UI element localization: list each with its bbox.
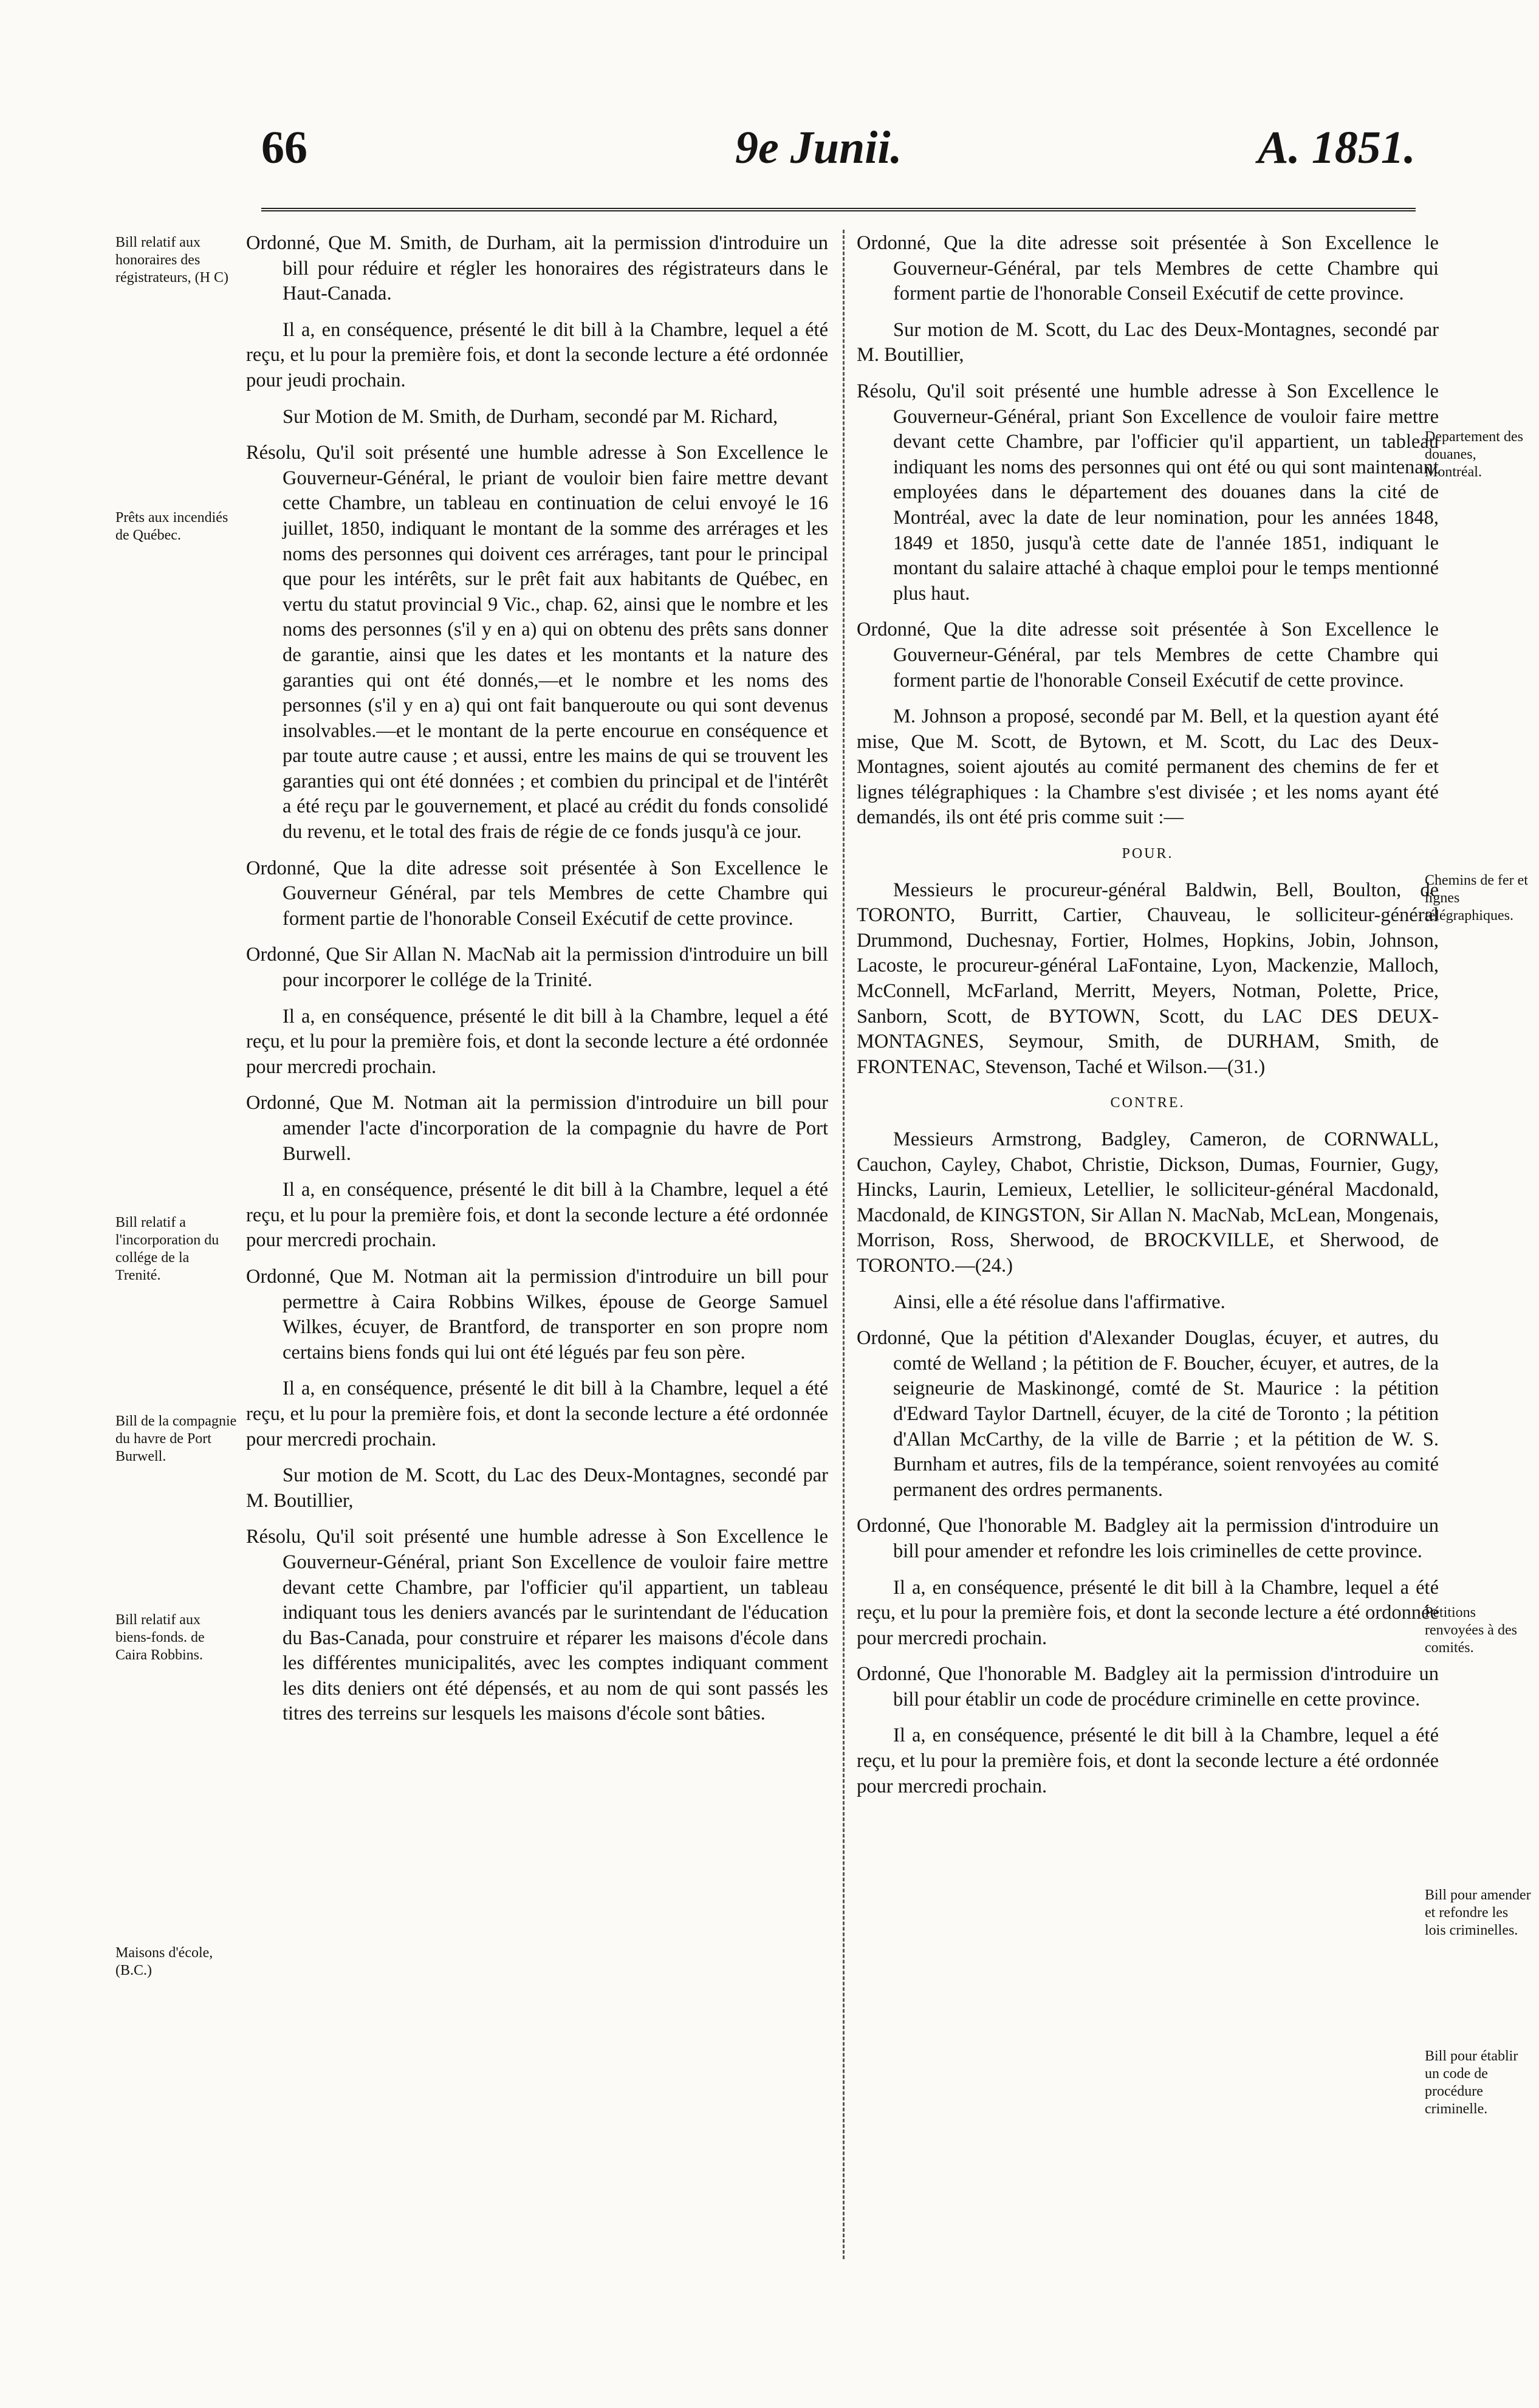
left-column <box>246 231 828 1738</box>
margin-note-criminal-laws: Bill pour amender et refondre les lois criminelles. <box>1425 1887 1531 1938</box>
header-rule <box>261 208 1416 211</box>
right-para-1: Ordonné, Que la dite adresse soit présentée à Son Excellence le Gouverneur-Général, par tels Membres de cette Chambre qui forment partie de l'honorable Conseil Exécutif de cette province. <box>857 232 1439 305</box>
vote-pour-heading: POUR. <box>1122 846 1174 862</box>
left-para-9: Il a, en conséquence, présenté le dit bill à la Chambre, lequel a été reçu, et lu pour la première fois, et dont la seconde lecture a été ordonnée pour mercredi prochain. <box>246 1179 828 1252</box>
left-para-11: Il a, en conséquence, présenté le dit bill à la Chambre, lequel a été reçu, et lu pour la première fois, et dont la seconde lecture a été ordonnée pour mercredi prochain. <box>246 1377 828 1450</box>
margin-note-petitions: Pétitions renvoyées à des comités. <box>1425 1605 1517 1656</box>
right-para-4: Ordonné, Que la dite adresse soit présentée à Son Excellence le Gouverneur-Général, par tels Membres de cette Chambre qui forment partie de l'honorable Conseil Exécutif de cette province. <box>857 619 1439 691</box>
margin-note-criminal-procedure: Bill pour établir un code de procédure criminelle. <box>1425 2048 1518 2117</box>
right-para-5: M. Johnson a proposé, secondé par M. Bell, et la question ayant été mise, Que M. Scott, de Bytown, et M. Scott, du Lac des Deux-Montagnes, soient ajoutés au comité permanent des chemins de fer et lignes télégraphiques : la Chambre s'est divisée ; et les noms ayant été demandés, ils ont été pris comme suit :— <box>857 705 1439 829</box>
left-para-4: Résolu, Qu'il soit présenté une humble adresse à Son Excellence le Gouverneur-Général, le priant de vouloir bien faire mettre devant cette Chambre, un tableau en continuation de celui envoyé le 16 juillet, 1850, indiquant le montant de la somme des arrérages et les noms des personnes qui doivent ces arrérages, tant pour le principal que pour les intérêts, sur le prêt fait aux habitants de Québec, en vertu du statut provincial 9 Vic., chap. 62, ainsi que le nombre et les noms des personnes (s'il y en a) qui on obtenu des prêts sans donner de garantie, ainsi que les dates et les montants et la nature des garanties qui ont été donnés,—et le nombre et les noms des personnes (s'il y en a) qui ont fait banqueroute ou qui sont devenus insolvables.—et le montant de la perte encourue en conséquence et par toute autre cause ; et aussi, entre les mains de qui se trouvent les garanties qui ont été données ; et combien du principal et de l'intérêt a été reçu par le gouvernement, et placé au crédit du fonds consolidé du revenu, et le total des frais de régie de ce fonds jusqu'à ce jour. <box>246 442 828 843</box>
left-para-1: Ordonné, Que M. Smith, de Durham, ait la permission d'introduire un bill pour réduire et régler les honoraires des régistrateurs dans le Haut-Canada. <box>246 232 828 305</box>
page-date: 9e Junii. <box>735 122 902 173</box>
right-para-8: Ainsi, elle a été résolue dans l'affirmative. <box>893 1291 1225 1313</box>
left-para-2: Il a, en conséquence, présenté le dit bill à la Chambre, lequel a été reçu, et lu pour la première fois, et dont la seconde lecture a été ordonnée pour jeudi prochain. <box>246 318 828 391</box>
right-para-9: Ordonné, Que la pétition d'Alexander Douglas, écuyer, et autres, du comté de Welland ; la pétition de F. Boucher, écuyer, et autres, de la seigneurie de Maskinongé, comté de St. Maurice : la pétition d'Edward Taylor Dartnell, écuyer, de la cité de Toronto ; la pétition d'Allan McCarthy, de la ville de Barrie ; et la pétition de W. S. Burnham et autres, fils de la tempérance, soient renvoyées au comité permanent des ordres permanents. <box>857 1327 1439 1501</box>
left-para-12: Sur motion de M. Scott, du Lac des Deux-Montagnes, secondé par M. Boutillier, <box>246 1464 828 1512</box>
margin-note-caira-robbins: Bill relatif aux biens-fonds. de Caira Robbins. <box>115 1612 205 1663</box>
margin-note-railways: Chemins de fer et lignes télégraphiques. <box>1425 873 1528 924</box>
right-para-7: Messieurs Armstrong, Badgley, Cameron, de CORNWALL, Cauchon, Cayley, Chabot, Christie, Dickson, Dumas, Fournier, Gugy, Hincks, Laurin, Lemieux, Letellier, le solliciteur-général Macdonald, Macdonald, de KINGSTON, Sir Allan N. MacNab, McLean, Mongenais, Morrison, Ross, Sherwood, de BROCKVILLE, et Sherwood, de TORONTO.—(24.) <box>857 1128 1439 1277</box>
right-column <box>857 231 1439 1810</box>
left-para-13: Résolu, Qu'il soit présenté une humble adresse à Son Excellence le Gouverneur-Général, priant Son Excellence de vouloir faire mettre devant cette Chambre, par l'officier qu'il appartient, un tableau indiquant tous les deniers avancés par le surintendant de l'éducation du Bas-Canada, pour construire et réparer les maisons d'école dans les différentes municipalités, avec les comptes indiquant comment les dits deniers ont été dépensés, et au nom de qui sont passés les titres des terreins sur lesquels les maisons d'école sont bâties. <box>246 1526 828 1725</box>
margin-note-quebec-loans: Prêts aux incendiés de Québec. <box>115 510 228 543</box>
margin-note-port-burwell: Bill de la compagnie du havre de Port Burwell. <box>115 1413 237 1464</box>
vote-contre-heading: CONTRE. <box>1110 1095 1185 1111</box>
margin-note-registrars-bill: Bill relatif aux honoraires des régistrateurs, (H C) <box>115 235 228 286</box>
right-para-11: Il a, en conséquence, présenté le dit bill à la Chambre, lequel a été reçu, et lu pour la première fois, et dont la seconde lecture a été ordonnée pour mercredi prochain. <box>857 1576 1439 1649</box>
left-para-7: Il a, en conséquence, présenté le dit bill à la Chambre, lequel a été reçu, et lu pour la première fois, et dont la seconde lecture a été ordonnée pour mercredi prochain. <box>246 1005 828 1078</box>
right-para-2: Sur motion de M. Scott, du Lac des Deux-Montagnes, secondé par M. Boutillier, <box>857 318 1439 366</box>
right-para-6: Messieurs le procureur-général Baldwin, Bell, Boulton, de TORONTO, Burritt, Cartier, Chauveau, le solliciteur-général Drummond, Duchesnay, Fortier, Holmes, Hopkins, Jobin, Johnson, Lacoste, le procureur-général LaFontaine, Lyon, Mackenzie, Malloch, McConnell, McFarland, Merritt, Meyers, Notman, Polette, Price, Sanborn, Scott, de BYTOWN, Scott, du LAC DES DEUX-MONTAGNES, Seymour, Smith, de DURHAM, Smith, de FRONTENAC, Stevenson, Taché et Wilson.—(31.) <box>857 879 1439 1078</box>
page-number: 66 <box>261 122 307 173</box>
right-para-3: Résolu, Qu'il soit présenté une humble adresse à Son Excellence le Gouverneur-Général, priant Son Excellence de vouloir faire mettre devant cette Chambre, par l'officier qu'il appartient, un tableau indiquant les noms des personnes qui ont été ou qui sont maintenant employées dans le département des douanes dans la cité de Montréal, avec la date de leur nomination, pour les années 1848, 1849 et 1850, jusqu'à cette date de l'année 1851, indiquant le montant du salaire attaché à chaque emploi pour le temps mentionné plus haut. <box>857 380 1439 605</box>
margin-note-customs: Departement des douanes, Montréal. <box>1425 429 1523 480</box>
right-para-13: Il a, en conséquence, présenté le dit bill à la Chambre, lequel a été reçu, et lu pour la première fois, et dont la seconde lecture a été ordonnée pour mercredi prochain. <box>857 1724 1439 1797</box>
page-year: A. 1851. <box>1258 122 1416 173</box>
right-para-10: Ordonné, Que l'honorable M. Badgley ait la permission d'introduire un bill pour amender et refondre les lois criminelles de cette province. <box>857 1515 1439 1562</box>
column-divider <box>843 230 845 2259</box>
left-para-6: Ordonné, Que Sir Allan N. MacNab ait la permission d'introduire un bill pour incorporer le collége de la Trinité. <box>246 944 828 992</box>
margin-note-trinity-college: Bill relatif a l'incorporation du collége de la Trenité. <box>115 1215 219 1283</box>
left-para-3: Sur Motion de M. Smith, de Durham, secondé par M. Richard, <box>283 405 778 428</box>
margin-note-schools: Maisons d'école, (B.C.) <box>115 1945 213 1978</box>
left-para-8: Ordonné, Que M. Notman ait la permission d'introduire un bill pour amender l'acte d'incorporation de la compagnie du havre de Port Burwell. <box>246 1092 828 1165</box>
right-para-12: Ordonné, Que l'honorable M. Badgley ait la permission d'introduire un bill pour établir un code de procédure criminelle en cette province. <box>857 1663 1439 1710</box>
left-para-5: Ordonné, Que la dite adresse soit présentée à Son Excellence le Gouverneur Général, par tels Membres de cette Chambre qui forment partie de l'honorable Conseil Exécutif de cette province. <box>246 857 828 930</box>
left-para-10: Ordonné, Que M. Notman ait la permission d'introduire un bill pour permettre à Caira Robbins Wilkes, épouse de George Samuel Wilkes, écuyer, de Brantford, de transporter en son propre nom certains biens fonds qui lui ont été légués par feu son père. <box>246 1265 828 1364</box>
